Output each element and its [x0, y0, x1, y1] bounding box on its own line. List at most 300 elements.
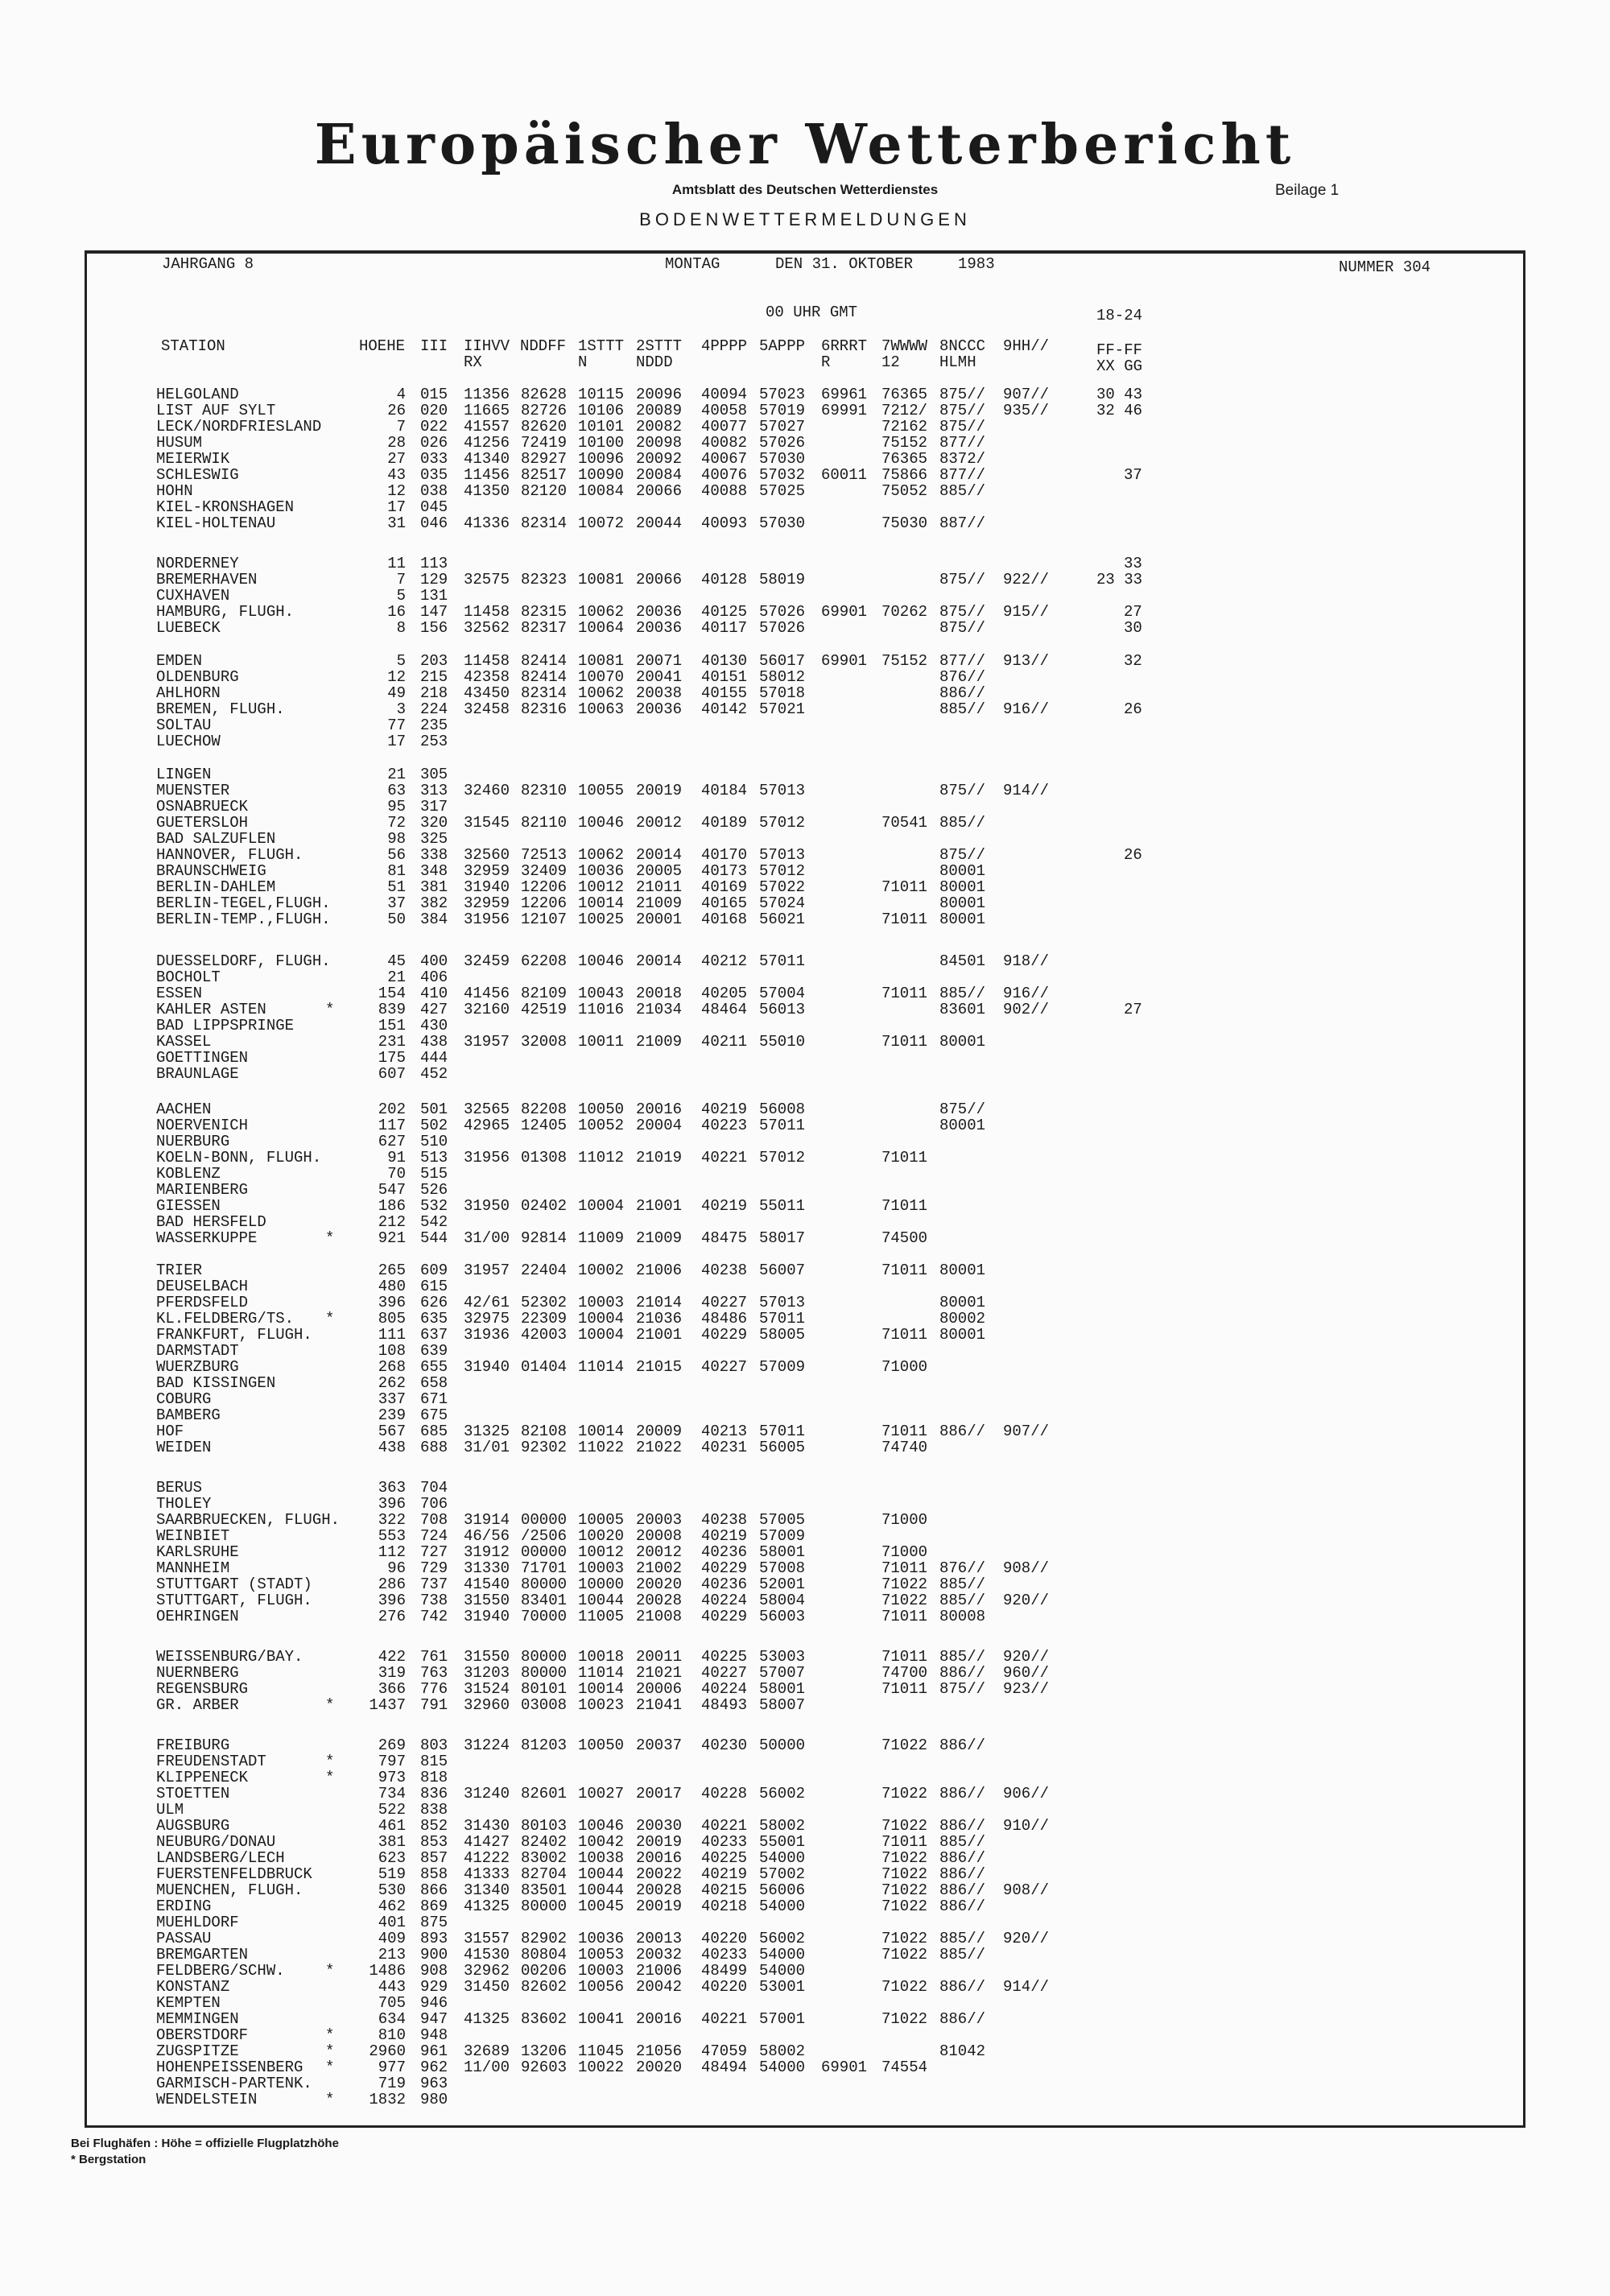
group-2sttt: 20036: [636, 618, 683, 638]
group-4pppp: 40227: [701, 1663, 748, 1683]
station-name: AACHEN: [156, 1100, 212, 1119]
station-name: LANDSBERG/LECH: [156, 1848, 285, 1868]
group-8nccc: 886//: [939, 1897, 986, 1916]
group-5appp: 57026: [759, 618, 806, 638]
mountain-station-marker: *: [325, 1309, 335, 1328]
station-name: KLIPPENECK: [156, 1768, 249, 1787]
group-8nccc: 886//: [939, 1848, 986, 1868]
group-2sttt: 21009: [636, 1229, 683, 1248]
group-nddff: 92603: [521, 2058, 568, 2077]
group-2sttt: 20016: [636, 2009, 683, 2029]
jahrgang: JAHRGANG 8: [162, 255, 254, 273]
station-number: 637: [420, 1325, 448, 1344]
group-nddff: 82120: [521, 481, 568, 501]
group-1sttt: 10062: [578, 602, 625, 621]
group-5appp: 58001: [759, 1679, 806, 1699]
group-nddff: 80000: [521, 1575, 568, 1594]
group-5appp: 53003: [759, 1647, 806, 1666]
group-4pppp: 40219: [701, 1196, 748, 1216]
group-iihvv: 32562: [464, 618, 510, 638]
station-height: 26: [387, 401, 406, 420]
group-1sttt: 11005: [578, 1607, 625, 1626]
group-nddff: 32008: [521, 1032, 568, 1051]
station-number: 737: [420, 1575, 448, 1594]
group-nddff: 80000: [521, 1663, 568, 1683]
group-2sttt: 20017: [636, 1784, 683, 1803]
group-2sttt: 20003: [636, 1510, 683, 1530]
station-name: MEMMINGEN: [156, 2009, 239, 2029]
group-9hh: 908//: [1003, 1559, 1050, 1578]
weekday: MONTAG: [665, 255, 720, 273]
group-nddff: 42519: [521, 1000, 568, 1019]
station-number: 515: [420, 1164, 448, 1183]
station-number: 224: [420, 700, 448, 719]
group-5appp: 57021: [759, 700, 806, 719]
group-4pppp: 47059: [701, 2042, 748, 2061]
report-year: 1983: [958, 255, 995, 273]
column-header-label: STATION: [161, 337, 225, 355]
station-height: 2960: [369, 2042, 406, 2061]
group-4pppp: 40236: [701, 1575, 748, 1594]
station-number: 929: [420, 1977, 448, 1997]
group-1sttt: 10000: [578, 1575, 625, 1594]
station-height: 3: [396, 700, 406, 719]
group-nddff: 72513: [521, 845, 568, 865]
group-8nccc: 875//: [939, 781, 986, 800]
group-2sttt: 20071: [636, 651, 683, 671]
group-7wwww: 71022: [881, 1945, 928, 1964]
group-nddff: 01308: [521, 1148, 568, 1167]
group-2sttt: 21008: [636, 1607, 683, 1626]
group-5appp: 57030: [759, 449, 806, 469]
group-8nccc: 875//: [939, 385, 986, 404]
group-5appp: 56002: [759, 1784, 806, 1803]
station-number: 035: [420, 465, 448, 485]
station-name: LINGEN: [156, 765, 212, 784]
group-nddff: 82316: [521, 700, 568, 719]
group-2sttt: 20044: [636, 514, 683, 533]
group-7wwww: 74740: [881, 1438, 928, 1457]
group-5appp: 57026: [759, 433, 806, 452]
group-9hh: 920//: [1003, 1591, 1050, 1610]
station-name: BREMERHAVEN: [156, 570, 258, 589]
group-iihvv: 41427: [464, 1832, 510, 1852]
group-5appp: 57013: [759, 845, 806, 865]
group-2sttt: 20066: [636, 481, 683, 501]
group-1sttt: 11014: [578, 1357, 625, 1377]
group-2sttt: 20019: [636, 1897, 683, 1916]
column-header: [420, 338, 448, 354]
group-nddff: 82314: [521, 683, 568, 703]
group-6rrrt: 69901: [821, 2058, 868, 2077]
group-4pppp: 40227: [701, 1357, 748, 1377]
station-name: NUERBURG: [156, 1132, 230, 1151]
station-height: 409: [378, 1929, 406, 1948]
station-name: HOHN: [156, 481, 193, 501]
station-number: 501: [420, 1100, 448, 1119]
group-7wwww: 71022: [881, 1881, 928, 1900]
group-iihvv: 32458: [464, 700, 510, 719]
group-2sttt: 21014: [636, 1293, 683, 1312]
group-iihvv: 41325: [464, 1897, 510, 1916]
group-2sttt: 20028: [636, 1591, 683, 1610]
group-2sttt: 20030: [636, 1816, 683, 1836]
station-name: DUESSELDORF, FLUGH.: [156, 952, 331, 971]
station-height: 186: [378, 1196, 406, 1216]
station-number: 900: [420, 1945, 448, 1964]
group-4pppp: 40229: [701, 1559, 748, 1578]
group-iihvv: 41530: [464, 1945, 510, 1964]
station-number: 908: [420, 1961, 448, 1980]
group-2sttt: 21056: [636, 2042, 683, 2061]
station-height: 50: [387, 910, 406, 929]
group-4pppp: 40219: [701, 1864, 748, 1884]
mountain-station-marker: *: [325, 2058, 335, 2077]
group-2sttt: 21015: [636, 1357, 683, 1377]
group-iihvv: 31957: [464, 1261, 510, 1280]
group-2sttt: 20032: [636, 1945, 683, 1964]
group-nddff: 82317: [521, 618, 568, 638]
station-name: HUSUM: [156, 433, 203, 452]
column-header-sub: N: [578, 353, 588, 371]
group-7wwww: 70541: [881, 813, 928, 832]
group-2sttt: 20005: [636, 861, 683, 881]
column-header: [759, 338, 805, 354]
station-name: HELGOLAND: [156, 385, 239, 404]
station-name: KIEL-HOLTENAU: [156, 514, 276, 533]
group-4pppp: 40077: [701, 417, 748, 436]
station-height: 607: [378, 1064, 406, 1084]
station-height: 381: [378, 1832, 406, 1852]
station-height: 231: [378, 1032, 406, 1051]
group-5appp: 58012: [759, 667, 806, 687]
group-1sttt: 11022: [578, 1438, 625, 1457]
group-1sttt: 10072: [578, 514, 625, 533]
group-8nccc: 875//: [939, 602, 986, 621]
station-height: 839: [378, 1000, 406, 1019]
group-2sttt: 20066: [636, 570, 683, 589]
station-number: 020: [420, 401, 448, 420]
group-2sttt: 21006: [636, 1961, 683, 1980]
station-name: REGENSBURG: [156, 1679, 249, 1699]
group-7wwww: 71000: [881, 1542, 928, 1562]
group-4pppp: 40094: [701, 385, 748, 404]
group-7wwww: 71011: [881, 1261, 928, 1280]
station-height: 12: [387, 481, 406, 501]
station-name: CUXHAVEN: [156, 586, 230, 605]
group-2sttt: 20011: [636, 1647, 683, 1666]
station-number: 381: [420, 878, 448, 897]
mountain-station-marker: *: [325, 2026, 335, 2045]
station-number: 763: [420, 1663, 448, 1683]
column-header-sub: 12: [881, 353, 900, 371]
group-8nccc: 80001: [939, 1261, 986, 1280]
station-height: 366: [378, 1679, 406, 1699]
station-height: 4: [396, 385, 406, 404]
group-8nccc: 80001: [939, 910, 986, 929]
group-iihvv: 31550: [464, 1591, 510, 1610]
group-2sttt: 20037: [636, 1736, 683, 1755]
column-header: [881, 338, 927, 370]
station-height: 438: [378, 1438, 406, 1457]
station-number: 704: [420, 1478, 448, 1497]
group-iihvv: 32160: [464, 1000, 510, 1019]
group-5appp: 57009: [759, 1357, 806, 1377]
station-name: GIESSEN: [156, 1196, 221, 1216]
group-2sttt: 21011: [636, 878, 683, 897]
group-5appp: 54000: [759, 1897, 806, 1916]
station-name: ESSEN: [156, 984, 203, 1003]
group-nddff: 22404: [521, 1261, 568, 1280]
station-height: 567: [378, 1422, 406, 1441]
station-number: 742: [420, 1607, 448, 1626]
group-1sttt: 10005: [578, 1510, 625, 1530]
station-height: 422: [378, 1647, 406, 1666]
group-iihvv: 41340: [464, 449, 510, 469]
group-nddff: 12107: [521, 910, 568, 929]
station-name: BRAUNLAGE: [156, 1064, 239, 1084]
column-header: [578, 338, 624, 370]
group-iihvv: 31940: [464, 1607, 510, 1626]
group-5appp: 57024: [759, 894, 806, 913]
group-4pppp: 40184: [701, 781, 748, 800]
group-1sttt: 10062: [578, 845, 625, 865]
group-1sttt: 10041: [578, 2009, 625, 2029]
column-header-sub: RX: [464, 353, 482, 371]
station-number: 015: [420, 385, 448, 404]
group-2sttt: 20014: [636, 845, 683, 865]
group-8nccc: 875//: [939, 570, 986, 589]
group-5appp: 57012: [759, 861, 806, 881]
station-name: BERLIN-TEGEL,FLUGH.: [156, 894, 331, 913]
group-1sttt: 10014: [578, 894, 625, 913]
station-height: 96: [387, 1559, 406, 1578]
column-header: [1003, 338, 1049, 354]
column-header: [161, 338, 225, 354]
station-number: 961: [420, 2042, 448, 2061]
group-4pppp: 40228: [701, 1784, 748, 1803]
station-height: 81: [387, 861, 406, 881]
group-8nccc: 886//: [939, 1816, 986, 1836]
station-name: BREMEN, FLUGH.: [156, 700, 285, 719]
group-2sttt: 21006: [636, 1261, 683, 1280]
group-nddff: 80000: [521, 1647, 568, 1666]
station-number: 544: [420, 1229, 448, 1248]
group-7wwww: 75866: [881, 465, 928, 485]
group-1sttt: 10004: [578, 1325, 625, 1344]
station-height: 462: [378, 1897, 406, 1916]
station-height: 322: [378, 1510, 406, 1530]
group-iihvv: 11665: [464, 401, 510, 420]
column-header: [636, 338, 682, 370]
column-header-label: 6RRRT: [821, 337, 868, 355]
station-number: 033: [420, 449, 448, 469]
group-2sttt: 20018: [636, 984, 683, 1003]
group-nddff: 12206: [521, 894, 568, 913]
station-name: STOETTEN: [156, 1784, 230, 1803]
group-8nccc: 885//: [939, 481, 986, 501]
station-number: 635: [420, 1309, 448, 1328]
station-number: 853: [420, 1832, 448, 1852]
group-5appp: 56007: [759, 1261, 806, 1280]
column-header-label: 8NCCC: [939, 337, 986, 355]
group-iihvv: 31950: [464, 1196, 510, 1216]
group-8nccc: 875//: [939, 417, 986, 436]
station-name: BERLIN-DAHLEM: [156, 878, 276, 897]
group-7wwww: 71011: [881, 1032, 928, 1051]
group-8nccc: 80001: [939, 894, 986, 913]
station-height: 108: [378, 1341, 406, 1361]
group-8nccc: 886//: [939, 2009, 986, 2029]
group-nddff: 82110: [521, 813, 568, 832]
station-name: ULM: [156, 1800, 184, 1819]
group-4pppp: 40233: [701, 1945, 748, 1964]
group-9hh: 907//: [1003, 1422, 1050, 1441]
group-nddff: 80804: [521, 1945, 568, 1964]
station-name: NOERVENICH: [156, 1116, 249, 1135]
station-height: 17: [387, 732, 406, 751]
station-height: 49: [387, 683, 406, 703]
group-4pppp: 40225: [701, 1647, 748, 1666]
group-nddff: 82323: [521, 570, 568, 589]
group-7wwww: 75152: [881, 651, 928, 671]
group-nddff: 00000: [521, 1510, 568, 1530]
group-iihvv: 41222: [464, 1848, 510, 1868]
group-1sttt: 10027: [578, 1784, 625, 1803]
station-number: 948: [420, 2026, 448, 2045]
station-name: WUERZBURG: [156, 1357, 239, 1377]
group-5appp: 55010: [759, 1032, 806, 1051]
station-name: EMDEN: [156, 651, 203, 671]
station-name: MANNHEIM: [156, 1559, 230, 1578]
station-number: 818: [420, 1768, 448, 1787]
station-number: 858: [420, 1864, 448, 1884]
station-number: 410: [420, 984, 448, 1003]
station-number: 235: [420, 716, 448, 735]
group-iihvv: 42965: [464, 1116, 510, 1135]
station-number: 836: [420, 1784, 448, 1803]
group-iihvv: 32565: [464, 1100, 510, 1119]
station-name: COBURG: [156, 1390, 212, 1409]
group-nddff: /2506: [521, 1526, 568, 1546]
station-height: 16: [387, 602, 406, 621]
station-name: KARLSRUHE: [156, 1542, 239, 1562]
group-8nccc: 80001: [939, 1325, 986, 1344]
group-nddff: 71701: [521, 1559, 568, 1578]
group-1sttt: 10036: [578, 1929, 625, 1948]
station-height: 70: [387, 1164, 406, 1183]
station-height: 627: [378, 1132, 406, 1151]
group-1sttt: 10014: [578, 1679, 625, 1699]
station-number: 815: [420, 1752, 448, 1771]
station-height: 623: [378, 1848, 406, 1868]
group-8nccc: 80008: [939, 1607, 986, 1626]
group-1sttt: 10096: [578, 449, 625, 469]
station-name: KOELN-BONN, FLUGH.: [156, 1148, 322, 1167]
group-iihvv: 31550: [464, 1647, 510, 1666]
station-height: 461: [378, 1816, 406, 1836]
group-iihvv: 31330: [464, 1559, 510, 1578]
station-height: 98: [387, 829, 406, 849]
document-subtitle: Amtsblatt des Deutschen Wetterdienstes: [671, 182, 939, 197]
group-1sttt: 10002: [578, 1261, 625, 1280]
station-height: 396: [378, 1494, 406, 1513]
station-height: 1437: [369, 1695, 406, 1715]
station-name: WEISSENBURG/BAY.: [156, 1647, 303, 1666]
group-1sttt: 10014: [578, 1422, 625, 1441]
group-nddff: 82314: [521, 514, 568, 533]
station-number: 400: [420, 952, 448, 971]
group-1sttt: 10101: [578, 417, 625, 436]
group-7wwww: 71011: [881, 878, 928, 897]
group-5appp: 57011: [759, 952, 806, 971]
group-4pppp: 40236: [701, 1542, 748, 1562]
group-5appp: 58001: [759, 1542, 806, 1562]
group-5appp: 54000: [759, 1961, 806, 1980]
group-8nccc: 875//: [939, 618, 986, 638]
station-number: 852: [420, 1816, 448, 1836]
group-8nccc: 877//: [939, 433, 986, 452]
group-iihvv: 41325: [464, 2009, 510, 2029]
station-number: 962: [420, 2058, 448, 2077]
group-iihvv: 32962: [464, 1961, 510, 1980]
station-name: GUETERSLOH: [156, 813, 249, 832]
group-nddff: 12206: [521, 878, 568, 897]
group-1sttt: 10046: [578, 813, 625, 832]
station-height: 111: [378, 1325, 406, 1344]
group-4pppp: 40220: [701, 1929, 748, 1948]
group-7wwww: 71022: [881, 1864, 928, 1884]
station-height: 276: [378, 1607, 406, 1626]
station-name: AHLHORN: [156, 683, 221, 703]
group-8nccc: 875//: [939, 401, 986, 420]
group-5appp: 53001: [759, 1977, 806, 1997]
group-8nccc: 875//: [939, 1100, 986, 1119]
column-header: [359, 338, 405, 354]
station-name: GR. ARBER: [156, 1695, 239, 1715]
station-height: 213: [378, 1945, 406, 1964]
group-2sttt: 20098: [636, 433, 683, 452]
group-8nccc: 885//: [939, 1575, 986, 1594]
group-7wwww: 71000: [881, 1510, 928, 1530]
station-name: STUTTGART, FLUGH.: [156, 1591, 312, 1610]
station-number: 022: [420, 417, 448, 436]
station-number: 947: [420, 2009, 448, 2029]
station-height: 63: [387, 781, 406, 800]
section-title: BODENWETTERMELDUNGEN: [639, 209, 971, 229]
group-4pppp: 40231: [701, 1438, 748, 1457]
station-number: 406: [420, 968, 448, 987]
mountain-station-marker: *: [325, 1752, 335, 1771]
group-9hh: 920//: [1003, 1647, 1050, 1666]
group-5appp: 54000: [759, 1848, 806, 1868]
group-1sttt: 10036: [578, 861, 625, 881]
station-number: 866: [420, 1881, 448, 1900]
group-iihvv: 11458: [464, 651, 510, 671]
group-ff-ff: 32 46: [1096, 401, 1143, 420]
station-number: 980: [420, 2090, 448, 2109]
group-1sttt: 10081: [578, 570, 625, 589]
group-4pppp: 40224: [701, 1591, 748, 1610]
group-9hh: 914//: [1003, 1977, 1050, 1997]
station-height: 5: [396, 586, 406, 605]
station-name: FUERSTENFELDBRUCK: [156, 1864, 312, 1884]
group-ff-ff: 27: [1124, 602, 1142, 621]
station-number: 609: [420, 1261, 448, 1280]
group-7wwww: 74500: [881, 1229, 928, 1248]
station-number: 708: [420, 1510, 448, 1530]
group-2sttt: 20036: [636, 700, 683, 719]
